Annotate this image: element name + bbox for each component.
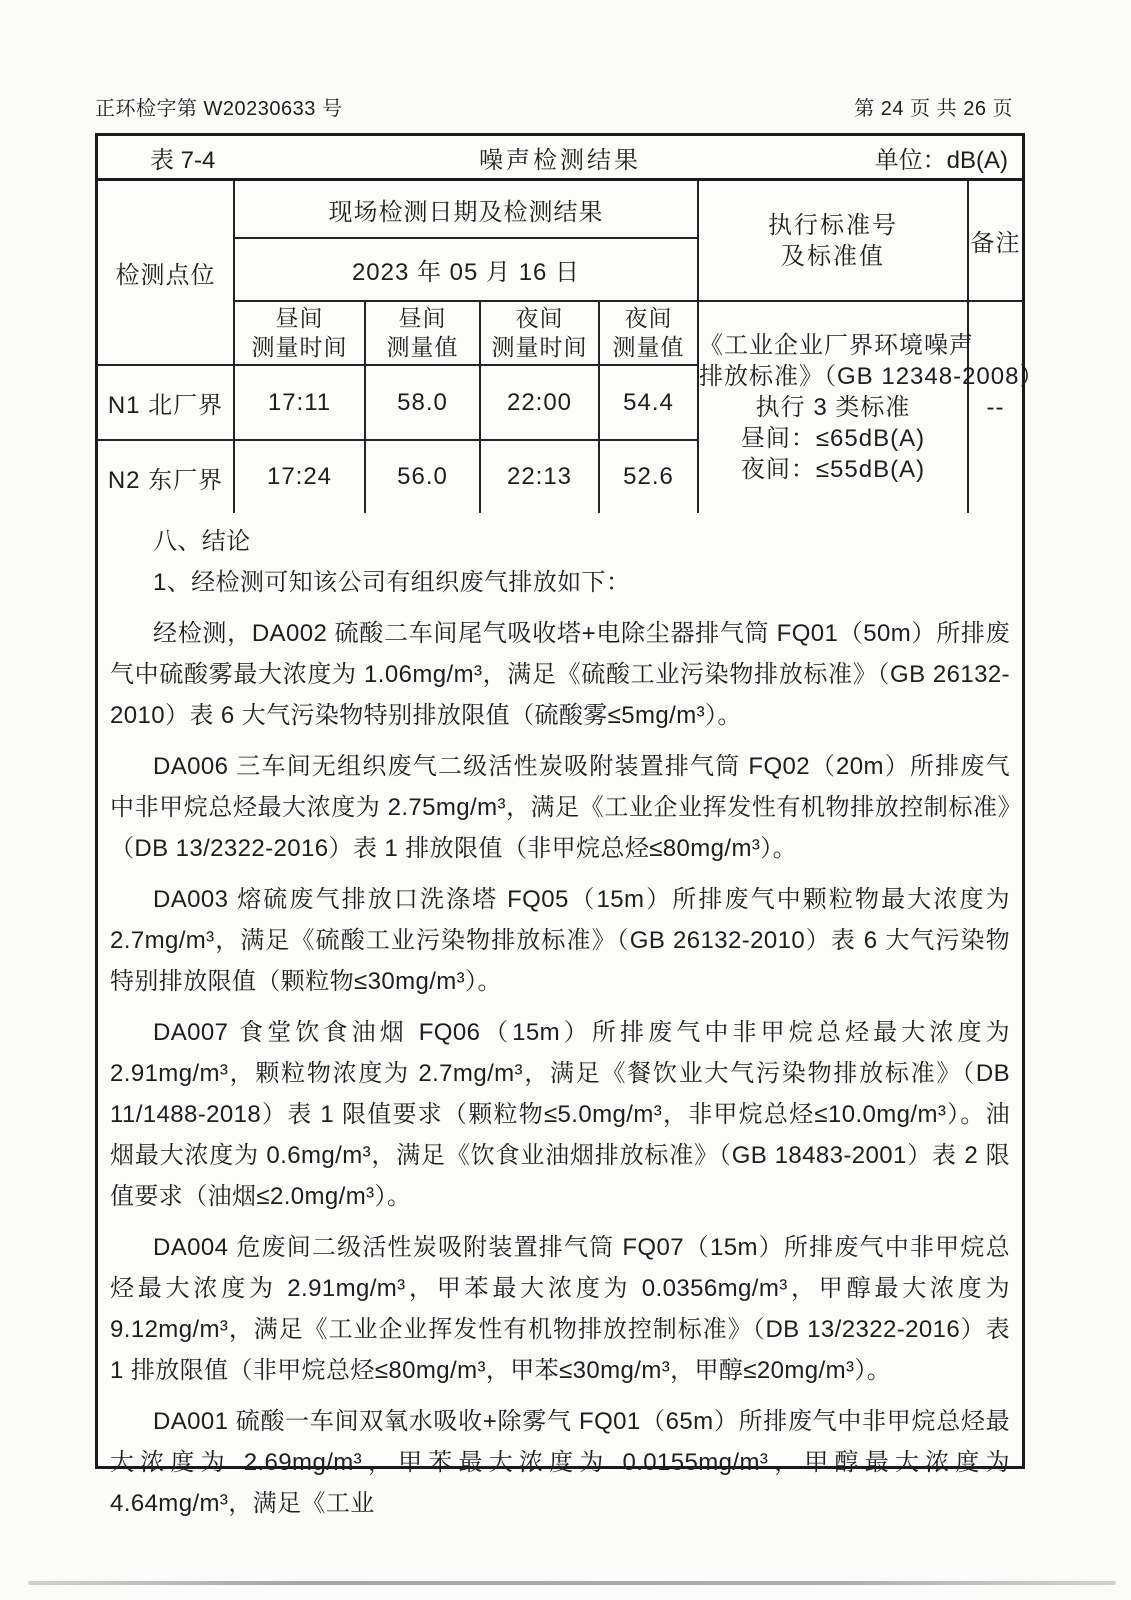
cell-point: N2 东厂界 xyxy=(98,440,234,513)
col-header-night-time-line1: 夜间 xyxy=(515,305,564,331)
conclusion-intro: 1、经检测可知该公司有组织废气排放如下： xyxy=(153,569,631,596)
cell-day-time: 17:11 xyxy=(234,365,365,440)
col-header-day-value xyxy=(365,301,480,365)
standard-line: 排放标准》（GB 12348-2008） xyxy=(699,363,1045,390)
col-header-day-time-line2: 测量时间 xyxy=(251,334,348,360)
conclusion-paragraph-da003: DA003 熔硫废气排放口洗涤塔 FQ05（15m）所排废气中颗粒物最大浓度为 2.7mg/m³，满足《硫酸工业污染物排放标准》（GB 26132-2010）表 6 大气污染物特别排放限值（颗粒物≤30mg/m³）。 xyxy=(110,886,1010,995)
col-header-night-value-line1: 夜间 xyxy=(624,305,673,331)
col-header-point: 检测点位 xyxy=(98,181,234,365)
page-number: 第 24 页 共 26 页 xyxy=(854,98,1013,120)
col-header-day-value-line1: 昼间 xyxy=(398,305,447,331)
conclusion-paragraph-da002: 经检测，DA002 硫酸二车间尾气吸收塔+电除尘器排气筒 FQ01（50m）所排废气中硫酸雾最大浓度为 1.06mg/m³，满足《硫酸工业污染物排放标准》（GB 26132-2010）表 6 大气污染物特别排放限值（硫酸雾≤5mg/m³）。 xyxy=(110,620,1010,729)
cell-night-time: 22:13 xyxy=(480,440,599,513)
col-header-standard-line1: 执行标准号 xyxy=(768,211,898,239)
table-title-row xyxy=(98,136,1022,181)
conclusion-heading: 八、结论 xyxy=(153,528,251,555)
col-header-date: 2023 年 05 月 16 日 xyxy=(234,238,698,301)
conclusion-paragraph-da004: DA004 危废间二级活性炭吸附装置排气筒 FQ07（15m）所排废气中非甲烷总烃最大浓度为 2.91mg/m³，甲苯最大浓度为 0.0356mg/m³，甲醇最大浓度为 9.12mg/m³，满足《工业企业挥发性有机物排放控制标准》（DB 13/2322-2016）表 1 排放限值（非甲烷总烃≤80mg/m³，甲苯≤30mg/m³，甲醇≤20mg/m³）。 xyxy=(110,1234,1010,1384)
col-header-night-value xyxy=(599,301,698,365)
col-header-day-time xyxy=(234,301,365,365)
cell-day-time: 17:24 xyxy=(234,440,365,513)
noise-results-table xyxy=(98,181,1045,513)
conclusion-section xyxy=(98,513,1022,1524)
remark-value-cell: -- xyxy=(968,301,1022,513)
table-subheader-row xyxy=(98,301,1022,365)
conclusion-paragraph-da006: DA006 三车间无组织废气二级活性炭吸附装置排气筒 FQ02（20m）所排废气中非甲烷总烃最大浓度为 2.75mg/m³，满足《工业企业挥发性有机物排放控制标准》（DB 13/2322-2016）表 1 排放限值（非甲烷总烃≤80mg/m³）。 xyxy=(110,753,1010,862)
table-unit: 单位：dB(A) xyxy=(874,146,1008,174)
cell-point: N1 北厂界 xyxy=(98,365,234,440)
conclusion-paragraph-da007: DA007 食堂饮食油烟 FQ06（15m）所排废气中非甲烷总烃最大浓度为 2.91mg/m³，颗粒物浓度为 2.7mg/m³，满足《餐饮业大气污染物排放标准》（DB 11/1488-2018）表 1 限值要求（颗粒物≤5.0mg/m³，非甲烷总烃≤10.0mg/m³）。油烟最大浓度为 0.6mg/m³，满足《饮食业油烟排放标准》（GB 18483-2001）表 2 限值要求（油烟≤2.0mg/m³）。 xyxy=(110,1019,1010,1210)
col-header-night-time xyxy=(480,301,599,365)
cell-night-time: 22:00 xyxy=(480,365,599,440)
cell-night-value: 54.4 xyxy=(599,365,698,440)
col-header-standard-line2: 及标准值 xyxy=(781,242,885,270)
content-box xyxy=(95,133,1045,1517)
col-header-remark: 备注 xyxy=(968,181,1022,301)
cell-day-value: 56.0 xyxy=(365,440,480,513)
standard-line: 执行 3 类标准 xyxy=(755,394,911,421)
standard-value-cell xyxy=(698,301,1045,513)
standard-line: 夜间：≤55dB(A) xyxy=(740,456,926,483)
cell-night-value: 52.6 xyxy=(599,440,698,513)
col-header-day-time-line1: 昼间 xyxy=(275,305,324,331)
col-header-standard xyxy=(698,181,968,301)
table-header-row-1 xyxy=(98,181,1022,238)
col-header-group: 现场检测日期及检测结果 xyxy=(234,181,698,238)
table-label: 表 7-4 xyxy=(150,146,216,174)
cell-day-value: 58.0 xyxy=(365,365,480,440)
table-title: 噪声检测结果 xyxy=(479,146,641,174)
standard-line: 《工业企业厂界环境噪声 xyxy=(699,332,974,359)
scan-artifact-line xyxy=(28,1581,1116,1585)
conclusion-paragraph-da001: DA001 硫酸一车间双氧水吸收+除雾气 FQ01（65m）所排废气中非甲烷总烃最大浓度为 2.69mg/m³，甲苯最大浓度为 0.0155mg/m³，甲醇最大浓度为 4.64mg/m³，满足《工业 xyxy=(110,1408,1010,1517)
col-header-night-time-line2: 测量时间 xyxy=(491,334,588,360)
report-number: 正环检字第 W20230633 号 xyxy=(95,98,343,120)
col-header-day-value-line2: 测量值 xyxy=(386,334,459,360)
col-header-night-value-line2: 测量值 xyxy=(612,334,685,360)
page-header xyxy=(95,92,1025,121)
standard-line: 昼间：≤65dB(A) xyxy=(740,425,926,452)
